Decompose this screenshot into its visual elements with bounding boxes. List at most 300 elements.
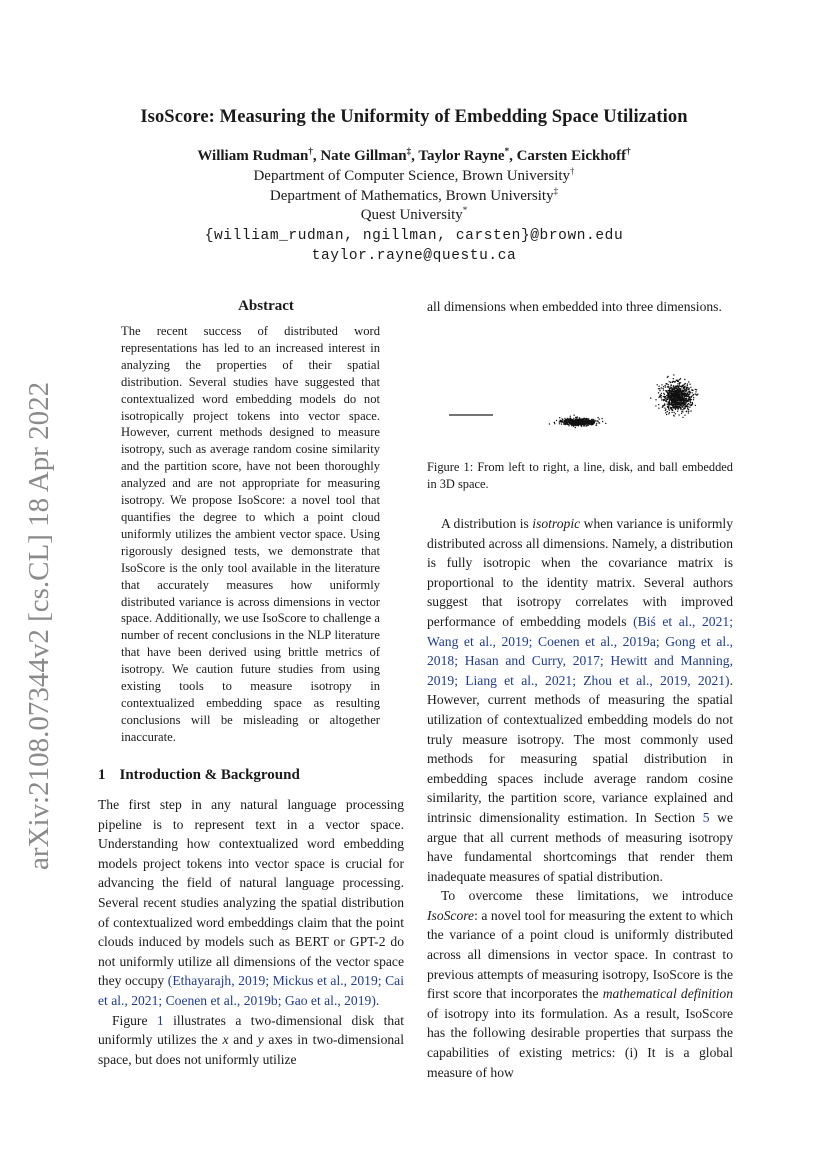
affiliation-mark: * — [462, 205, 468, 215]
disk-point — [564, 422, 565, 423]
paragraph-text: To overcome these limitations, we introduce — [441, 888, 733, 904]
ball-point — [679, 383, 680, 384]
disk-point — [564, 418, 565, 419]
ball-point — [680, 386, 681, 387]
disk-point — [586, 423, 587, 424]
paragraph-text: A distribution is — [441, 516, 533, 531]
ball-point — [682, 409, 683, 410]
ball-point — [667, 411, 668, 412]
ball-point — [668, 384, 669, 385]
ball-point — [680, 408, 681, 409]
disk-point — [549, 423, 550, 424]
ball-point — [691, 389, 692, 390]
ball-point — [672, 382, 673, 383]
ball-point — [687, 385, 688, 386]
ball-point — [678, 399, 679, 400]
disk-point — [588, 421, 589, 422]
ball-point — [671, 412, 672, 413]
ball-point — [666, 414, 667, 415]
disk-point — [590, 422, 591, 423]
disk-point — [568, 419, 569, 420]
author-mark: † — [308, 146, 313, 156]
ball-point — [675, 413, 676, 414]
ball-point — [673, 389, 674, 390]
ball-point — [686, 399, 687, 400]
disk-point — [588, 423, 589, 424]
ball-point — [665, 398, 666, 399]
ball-point — [690, 402, 691, 403]
ball-point — [658, 388, 659, 389]
ball-point — [687, 383, 688, 384]
ball-point — [667, 399, 668, 400]
ball-point — [679, 396, 680, 397]
ball-point — [671, 401, 672, 402]
paragraph-text: when variance is uniformly distributed across all dimensions. Namely, a distribution is fully isotropic when the covariance matrix is proportional to the identity matrix. Several authors suggest that isotropy correlates with improved performance of embedding models — [427, 516, 734, 629]
ball-point — [664, 407, 665, 408]
ball-point — [669, 381, 670, 382]
ball-point — [677, 411, 678, 412]
ball-point — [672, 410, 673, 411]
ball-point — [664, 403, 665, 404]
ball-point — [675, 402, 676, 403]
ball-point — [675, 396, 676, 397]
ball-point — [673, 374, 674, 375]
disk-point — [564, 420, 565, 421]
disk-point — [585, 420, 586, 421]
ball-point — [669, 396, 670, 397]
ball-point — [684, 408, 685, 409]
disk-point — [594, 420, 595, 421]
ball-point — [661, 393, 662, 394]
figure-line-disk-ball — [427, 360, 733, 450]
ball-point — [660, 394, 661, 395]
disk-point — [598, 422, 599, 423]
ball-point — [665, 399, 666, 400]
ball-point — [658, 404, 659, 405]
disk-point — [566, 422, 567, 423]
ball-point — [666, 383, 667, 384]
ball-point — [668, 413, 669, 414]
author-mark: * — [504, 146, 510, 156]
author-separator: , — [312, 148, 321, 164]
ball-point — [681, 402, 682, 403]
disk-point — [562, 422, 563, 423]
ball-point — [674, 412, 675, 413]
disk-point — [567, 422, 568, 423]
ball-point — [676, 404, 677, 405]
ball-point — [660, 396, 661, 397]
disk-point — [592, 423, 593, 424]
author-separator: , — [411, 148, 419, 164]
affiliation-mark: ‡ — [553, 186, 559, 196]
ball-point — [696, 389, 697, 390]
ball-point — [667, 397, 668, 398]
disk-point — [601, 418, 602, 419]
ball-point — [658, 408, 659, 409]
ball-point — [684, 384, 685, 385]
ball-point — [677, 383, 678, 384]
ball-point — [684, 379, 685, 380]
paragraph-text: axes in two-dimensional space, but does not uniformly utilize — [98, 1032, 404, 1067]
ball-point — [688, 403, 689, 404]
ball-point — [679, 379, 680, 380]
ball-point — [687, 407, 688, 408]
email-line[interactable]: taylor.rayne@questu.ca — [311, 248, 517, 264]
disk-point — [574, 423, 575, 424]
ball-point — [657, 384, 658, 385]
ball-point — [679, 406, 680, 407]
ball-point — [675, 388, 676, 389]
abstract-text: The recent success of distributed word representations has led to an increased interest in analyzing the properties of their spatial distribution. Several studies have suggested that contextualized word embedding models do not isotropically project tokens into vector space. However, current methods designed to measure isotropy, such as average random cosine similarity and the partition score, have not been thoroughly analyzed and are not appropriate for measuring isotropy. We propose IsoScore: a novel tool that quantifies the degree to which a point cloud uniformly utilizes the ambient vector space. Using rigorously designed tests, we demonstrate that IsoScore is the only tool available in the literature that accurately measures how uniformly distributed variance is across dimensions in vector space. Additionally, we use IsoScore to challenge a number of recent conclusions in the NLP literature that have been derived using brittle metrics of isotropy. We caution future studies from using existing tools to measure isotropy in contextualized embedding space as resulting conclusions will be misleading or altogether inaccurate. — [121, 324, 380, 744]
ball-point — [679, 384, 680, 385]
ball-point — [691, 404, 692, 405]
abstract-heading: Abstract — [238, 298, 294, 314]
disk-point — [575, 427, 576, 428]
ball-point — [669, 404, 670, 405]
ball-point — [662, 388, 663, 389]
ball-point — [677, 401, 678, 402]
ball-point — [666, 390, 667, 391]
intro-left-column — [98, 795, 404, 1069]
ball-point — [689, 399, 690, 400]
affiliation-line — [0, 168, 828, 185]
ball-point — [692, 395, 693, 396]
affiliation-line — [0, 188, 828, 205]
ball-point — [667, 393, 668, 394]
paragraph-continuation: all dimensions when embedded into three dimensions. — [427, 299, 722, 314]
paragraph — [98, 795, 404, 1011]
ball-point — [669, 412, 670, 413]
ball-point — [681, 411, 682, 412]
ball-point — [681, 404, 682, 405]
ball-point — [677, 408, 678, 409]
disk-point — [576, 421, 577, 422]
ball-point — [686, 388, 687, 389]
ball-point — [681, 413, 682, 414]
disk-point — [581, 419, 582, 420]
ball-point — [664, 405, 665, 406]
disk-point — [573, 418, 574, 419]
ball-point — [677, 389, 678, 390]
ball-point — [682, 417, 683, 418]
disk-point — [556, 420, 557, 421]
ball-point — [674, 381, 675, 382]
ball-point — [689, 397, 690, 398]
ball-point — [662, 405, 663, 406]
arxiv-id-text: arXiv:2108.07344v2 [cs.CL] 18 Apr 2022 — [23, 381, 55, 870]
affiliation-mark: † — [570, 166, 575, 176]
ball-point — [690, 405, 691, 406]
ball-point — [692, 402, 693, 403]
ball-point — [667, 386, 668, 387]
ball-point — [659, 388, 660, 389]
ball-point — [690, 400, 691, 401]
ball-point — [675, 390, 676, 391]
ball-point — [650, 397, 651, 398]
ball-point — [675, 395, 676, 396]
ball-point — [665, 386, 666, 387]
disk-point — [573, 419, 574, 420]
ball-point — [695, 389, 696, 390]
ball-point — [679, 391, 680, 392]
ball-point — [668, 395, 669, 396]
citation-link[interactable]: (Biś et al., 2021; Wang et al., 2019; Coenen et al., 2019a; Gong et al., 2018; Hasan and Curry, 2017; Hewitt and Manning, 2019; Liang et al., 2021; Zhou et al., 2019, 2021) — [427, 613, 733, 688]
ball-point — [690, 410, 691, 411]
ball-point — [690, 387, 691, 388]
ball-point — [673, 386, 674, 387]
ball-point — [687, 387, 688, 388]
ball-point — [684, 406, 685, 407]
disk-point — [579, 422, 580, 423]
ball-point — [695, 391, 696, 392]
ball-point — [681, 392, 682, 393]
ball-point — [673, 396, 674, 397]
ball-point — [671, 407, 672, 408]
disk-point — [567, 423, 568, 424]
paragraph-text: we argue that all current methods of measuring isotropy have fundamental shortcomings that render them inadequate measures of spatial distribution. — [427, 809, 733, 884]
ball-point — [662, 407, 663, 408]
disk-point — [571, 420, 572, 421]
ball-point — [681, 401, 682, 402]
section-number: 1 — [98, 767, 106, 783]
disk-point — [577, 419, 578, 420]
ball-point — [668, 408, 669, 409]
ball-point — [685, 391, 686, 392]
ball-point — [687, 406, 688, 407]
disk-point — [597, 417, 598, 418]
ball-point — [670, 407, 671, 408]
figure-ref-link[interactable]: 1 — [156, 1012, 164, 1028]
disk-point — [577, 416, 578, 417]
ball-point — [671, 384, 672, 385]
ball-point — [688, 411, 689, 412]
intro-right-column — [427, 514, 733, 1082]
ball-point — [689, 384, 690, 385]
ball-point — [686, 400, 687, 401]
disk-point — [588, 425, 589, 426]
ball-point — [681, 391, 682, 392]
ball-point — [679, 402, 680, 403]
ball-point — [658, 397, 659, 398]
ball-point — [671, 404, 672, 405]
ball-point — [672, 404, 673, 405]
ball-point — [668, 405, 669, 406]
disk-point — [586, 418, 587, 419]
ball-point — [673, 407, 674, 408]
ball-point — [671, 394, 672, 395]
affiliation-text: Department of Mathematics, Brown University — [269, 188, 554, 204]
ball-point — [688, 412, 689, 413]
ball-point — [665, 409, 666, 410]
author-mark: ‡ — [406, 146, 412, 156]
disk-point — [566, 419, 567, 420]
ball-point — [682, 406, 683, 407]
ball-point — [672, 391, 673, 392]
ball-point — [684, 415, 685, 416]
ball-point — [681, 400, 682, 401]
ball-point — [677, 392, 678, 393]
ball-point — [658, 386, 659, 387]
disk-point — [575, 417, 576, 418]
ball-point — [693, 399, 694, 400]
disk-point — [578, 420, 579, 421]
paragraph-text: : a novel tool for measuring the extent to which the variance of a point cloud is uniformly distributed across all dimensions in vector space. In contrast to previous attempts of measuring isotropy, IsoScore is the first score that incorporates the — [427, 907, 733, 1002]
disk-point — [605, 423, 606, 424]
disk-point — [570, 423, 571, 424]
ball-point — [685, 403, 686, 404]
paragraph — [427, 886, 733, 1082]
author-name: Nate Gillman — [320, 148, 407, 164]
ball-point — [686, 396, 687, 397]
disk-point — [562, 420, 563, 421]
affiliation-text: Department of Computer Science, Brown University — [253, 168, 571, 184]
ball-point — [680, 388, 681, 389]
disk-point — [578, 425, 579, 426]
ball-point — [673, 393, 674, 394]
ball-point — [686, 392, 687, 393]
paragraph-text: The first step in any natural language processing pipeline is to represent text in a vector space. Understanding how contextualized word embedding models project tokens into vector space is crucial for advancing the field of natural language processing. Several recent studies analyzing the spatial distribution of contextualized word embeddings claim that the point clouds induced by models such as BERT or GPT-2 do not uniformly utilize all dimensions of the vector space they occupy — [98, 797, 404, 989]
emphasis: isotropic — [532, 516, 581, 531]
affiliation-line — [0, 207, 828, 224]
disk-point — [591, 420, 592, 421]
math-symbol: x — [222, 1032, 229, 1048]
ball-point — [666, 401, 667, 402]
ball-point — [673, 378, 674, 379]
ball-point — [674, 393, 675, 394]
ball-point — [695, 393, 696, 394]
ball-point — [664, 400, 665, 401]
disk-point-cloud — [549, 415, 607, 429]
ball-point — [659, 390, 660, 391]
disk-point — [560, 420, 561, 421]
ball-point — [677, 407, 678, 408]
ball-point — [695, 405, 696, 406]
ball-point — [663, 386, 664, 387]
disk-point — [586, 425, 587, 426]
ball-point — [691, 396, 692, 397]
ball-point — [674, 391, 675, 392]
disk-point — [559, 421, 560, 422]
citation-link[interactable]: (Ethayarajh, 2019; Mickus et al., 2019; Cai et al., 2021; Coenen et al., 2019b; Gao et al., 2019) — [98, 973, 404, 1008]
paper-title: IsoScore: Measuring the Uniformity of Embedding Space Utilization — [140, 107, 688, 127]
author-name: Taylor Rayne — [418, 148, 505, 164]
ball-point — [655, 399, 656, 400]
ball-point — [667, 376, 668, 377]
ball-point — [676, 407, 677, 408]
ball-point — [684, 396, 685, 397]
ball-point — [696, 394, 697, 395]
ball-point — [663, 393, 664, 394]
ball-point — [688, 394, 689, 395]
disk-point — [576, 423, 577, 424]
ball-point — [673, 399, 674, 400]
ball-point — [673, 398, 674, 399]
ball-point — [669, 403, 670, 404]
disk-point — [573, 415, 574, 416]
ball-point — [667, 406, 668, 407]
ball-point — [683, 391, 684, 392]
ball-point — [678, 387, 679, 388]
ball-point — [673, 404, 674, 405]
ball-point — [672, 393, 673, 394]
paragraph-text: illustrates a two-dimensional disk that uniformly utilizes the — [98, 1012, 405, 1048]
paragraph — [98, 1011, 404, 1070]
ball-point — [661, 399, 662, 400]
disk-point — [575, 420, 576, 421]
ball-point-cloud — [650, 374, 699, 418]
ball-point — [689, 407, 690, 408]
ball-point — [682, 384, 683, 385]
ball-point — [677, 380, 678, 381]
ball-point — [665, 385, 666, 386]
ball-point — [668, 390, 669, 391]
ball-point — [665, 412, 666, 413]
ball-point — [679, 404, 680, 405]
paragraph-text: and — [228, 1032, 258, 1048]
disk-point — [559, 423, 560, 424]
disk-point — [570, 416, 571, 417]
disk-point — [574, 421, 575, 422]
disk-point — [588, 419, 589, 420]
email-line[interactable]: {william_rudman, ngillman, carsten}@brown.edu — [204, 228, 624, 244]
ball-point — [678, 414, 679, 415]
ball-point — [679, 399, 680, 400]
disk-point — [554, 423, 555, 424]
ball-point — [688, 389, 689, 390]
disk-point — [579, 417, 580, 418]
ball-point — [680, 382, 681, 383]
ball-point — [676, 398, 677, 399]
ball-point — [670, 382, 671, 383]
ball-point — [682, 394, 683, 395]
author-list — [0, 148, 828, 165]
ball-point — [673, 415, 674, 416]
ball-point — [676, 391, 677, 392]
disk-point — [584, 418, 585, 419]
ball-point — [682, 393, 683, 394]
paragraph-text: . However, current methods of measuring the spatial utilization of contextualized embedding models do not truly measure isotropy. The most commonly used methods for measuring spatial distribution in embedding spaces include average random cosine similarity, the partition score, variance explained and intrinsic dimensionality estimation. In Section — [427, 672, 733, 825]
ball-point — [668, 402, 669, 403]
disk-point — [565, 423, 566, 424]
ball-point — [682, 397, 683, 398]
author-name: William Rudman — [197, 148, 309, 164]
section-title: Introduction & Background — [119, 767, 300, 783]
disk-point — [554, 422, 555, 423]
disk-point — [581, 426, 582, 427]
ball-point — [682, 390, 683, 391]
author-separator: , — [509, 148, 517, 164]
disk-point — [585, 424, 586, 425]
disk-point — [590, 424, 591, 425]
paragraph-text: . — [375, 992, 380, 1008]
ball-point — [684, 402, 685, 403]
emphasis: mathematical definition — [602, 986, 734, 1002]
ball-point — [688, 400, 689, 401]
ball-point — [661, 387, 662, 388]
ball-point — [683, 398, 684, 399]
disk-point — [599, 418, 600, 419]
disk-point — [580, 424, 581, 425]
ball-point — [686, 411, 687, 412]
ball-point — [688, 409, 689, 410]
author-mark: † — [626, 146, 631, 156]
ball-point — [668, 393, 669, 394]
section-ref-link[interactable]: 5 — [702, 809, 710, 825]
disk-point — [596, 420, 597, 421]
ball-point — [663, 389, 664, 390]
ball-point — [669, 388, 670, 389]
paragraph — [427, 514, 733, 886]
